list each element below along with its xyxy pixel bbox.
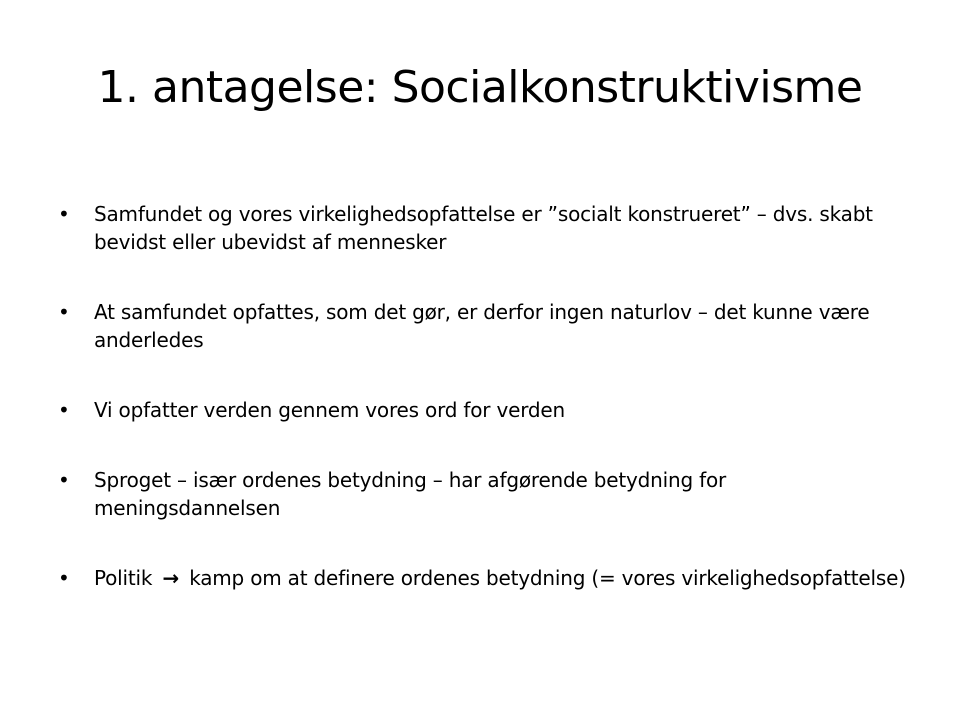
- bullet-icon: •: [58, 202, 70, 226]
- bullet-text: Sproget – især ordenes betydning – har afgørende betydning for meningsdannelsen: [94, 468, 727, 520]
- bullet-icon: •: [58, 566, 70, 590]
- bullet-item: [58, 564, 908, 592]
- bullet-text: At samfundet opfattes, som det gør, er derfor ingen naturlov – det kunne være anderledes: [94, 300, 870, 352]
- slide-title: 1. antagelse: Socialkonstruktivisme: [97, 62, 863, 113]
- bullet-text-pre: Politik: [94, 566, 153, 590]
- right-arrow-icon: →: [162, 566, 180, 590]
- bullet-item: [58, 200, 908, 256]
- bullet-text-post: kamp om at definere ordenes betydning (= vores virkelighedsopfattelse): [189, 566, 906, 590]
- bullet-icon: •: [58, 398, 70, 422]
- bullet-item: [58, 396, 908, 424]
- bullet-icon: •: [58, 468, 70, 492]
- bullet-icon: •: [58, 300, 70, 324]
- bullet-text: Vi opfatter verden gennem vores ord for verden: [94, 398, 565, 422]
- bullet-list: [58, 200, 908, 634]
- bullet-item: [58, 298, 908, 354]
- bullet-item: [58, 466, 908, 522]
- bullet-text: Samfundet og vores virkelighedsopfattelse er ”socialt konstrueret” – dvs. skabt bevidst eller ubevidst af mennesker: [94, 202, 873, 254]
